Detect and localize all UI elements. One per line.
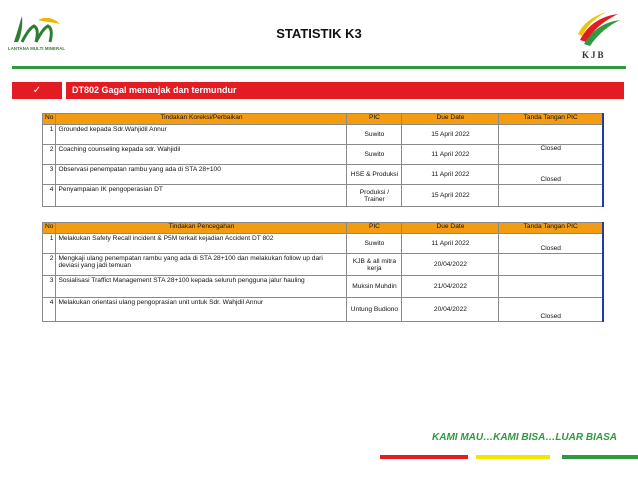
row-sign xyxy=(499,276,603,298)
table-row xyxy=(43,298,604,322)
preventive-actions-table xyxy=(42,222,604,322)
corrective-actions-table xyxy=(42,113,604,207)
row-due: 11 April 2022 xyxy=(402,145,499,165)
row-no: 4 xyxy=(43,185,56,207)
row-action: Coaching counseling kepada sdr. Wahjidil xyxy=(56,145,347,165)
table-row xyxy=(43,234,604,254)
footer-bar-red xyxy=(380,455,468,459)
footer-bar-yellow xyxy=(476,455,550,459)
row-no: 3 xyxy=(43,276,56,298)
col-header-action: Tindakan Pencegahan xyxy=(56,223,347,234)
page-title: STATISTIK K3 xyxy=(276,26,362,41)
row-sign: Closed xyxy=(499,234,603,254)
header-divider xyxy=(12,66,626,69)
row-due: 11 April 2022 xyxy=(402,165,499,185)
table-row xyxy=(43,254,604,276)
section-title: DT802 Gagal menanjak dan termundur xyxy=(66,82,624,99)
row-due: 15 April 2022 xyxy=(402,125,499,145)
row-due: 21/04/2022 xyxy=(402,276,499,298)
row-due: 20/04/2022 xyxy=(402,298,499,322)
check-icon: ✓ xyxy=(12,82,62,99)
right-logo-text: KJB xyxy=(582,50,606,60)
row-action: Mengkaji ulang penempatan rambu yang ada di STA 28+100 dan melakukan follow up dari deviasi yang jadi temuan xyxy=(56,254,347,276)
row-pic: HSE & Produksi xyxy=(347,165,402,185)
col-header-due: Due Date xyxy=(402,223,499,234)
table-header-row xyxy=(43,114,604,125)
row-sign: Closed xyxy=(499,165,603,185)
row-action: Melakukan orientasi ulang pengoprasian unit untuk Sdr. Wahjdil Annur xyxy=(56,298,347,322)
col-header-pic: PIC xyxy=(347,223,402,234)
table-row xyxy=(43,165,604,185)
row-sign xyxy=(499,254,603,276)
row-sign: Closed xyxy=(499,298,603,322)
table-header-row xyxy=(43,223,604,234)
row-action: Penyampaian IK pengoperasian DT xyxy=(56,185,347,207)
footer-bar-green xyxy=(562,455,638,459)
row-no: 4 xyxy=(43,298,56,322)
col-header-no: No xyxy=(43,114,56,125)
table-row xyxy=(43,185,604,207)
row-action: Grounded kepada Sdr.Wahjidil Annur xyxy=(56,125,347,145)
col-header-sign: Tanda Tangan PIC xyxy=(499,114,603,125)
col-header-no: No xyxy=(43,223,56,234)
row-pic: Suwito xyxy=(347,145,402,165)
row-no: 3 xyxy=(43,165,56,185)
row-pic: Suwito xyxy=(347,234,402,254)
row-pic: Muksin Muhdin xyxy=(347,276,402,298)
row-no: 2 xyxy=(43,145,56,165)
row-action: Melakukan Safety Recall incident & P5M terkait kejadian Accident DT 802 xyxy=(56,234,347,254)
table-row xyxy=(43,276,604,298)
col-header-due: Due Date xyxy=(402,114,499,125)
row-no: 1 xyxy=(43,125,56,145)
table-row xyxy=(43,145,604,165)
row-no: 2 xyxy=(43,254,56,276)
row-action: Observasi penempatan rambu yang ada di STA 28+100 xyxy=(56,165,347,185)
left-logo-text: LANTANA MULTI MINERAL xyxy=(8,46,66,51)
company-logo-right xyxy=(576,10,626,62)
row-sign-closed: Closed xyxy=(499,145,603,165)
row-due: 15 April 2022 xyxy=(402,185,499,207)
kjb-swoosh-icon xyxy=(576,10,622,50)
slogan: KAMI MAU…KAMI BISA…LUAR BIASA xyxy=(432,432,617,443)
col-header-action: Tindakan Koreksi/Perbaikan xyxy=(56,114,347,125)
col-header-sign: Tanda Tangan PIC xyxy=(499,223,603,234)
row-pic: Suwito xyxy=(347,125,402,145)
row-sign xyxy=(499,125,603,145)
row-sign xyxy=(499,185,603,207)
row-pic: Untung Budiono xyxy=(347,298,402,322)
col-header-pic: PIC xyxy=(347,114,402,125)
row-action: Sosialisasi Traffict Management STA 28+100 kepada seluruh pengguna jalur hauling xyxy=(56,276,347,298)
row-due: 11 April 2022 xyxy=(402,234,499,254)
row-pic: Produksi / Trainer xyxy=(347,185,402,207)
row-due: 20/04/2022 xyxy=(402,254,499,276)
row-no: 1 xyxy=(43,234,56,254)
table-row xyxy=(43,125,604,145)
row-pic: KJB & all mitra kerja xyxy=(347,254,402,276)
